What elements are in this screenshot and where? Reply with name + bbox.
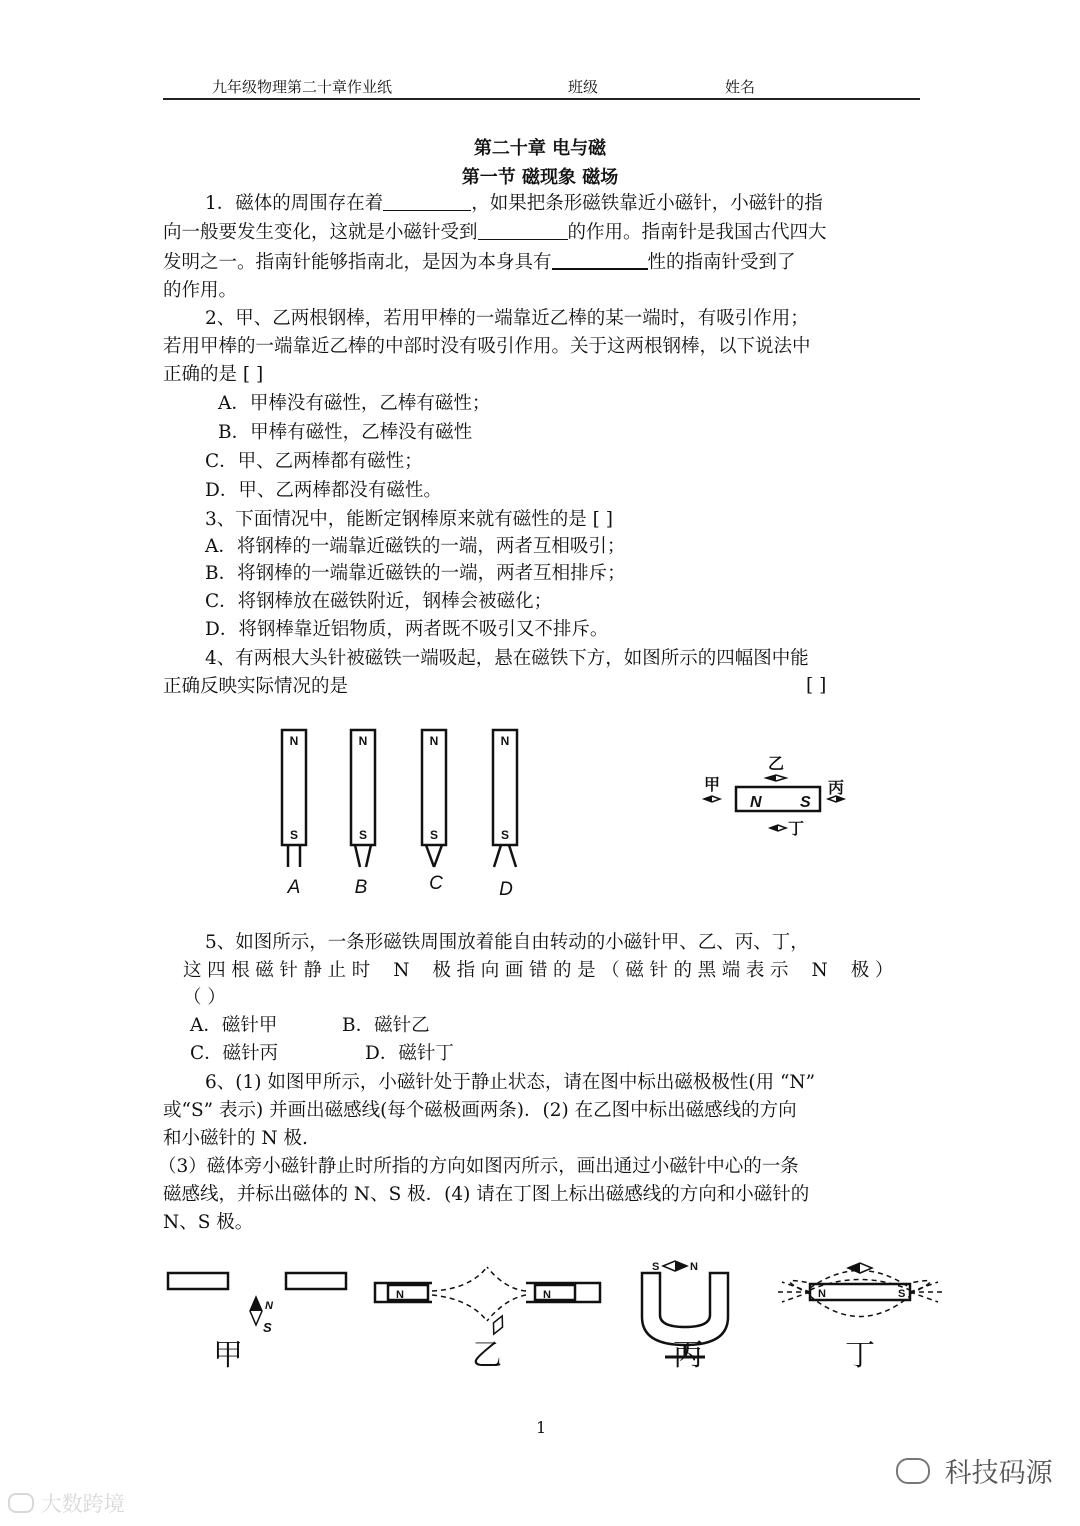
q6-line2: 或“S” 表示) 并画出磁感线(每个磁极画两条)．(2) 在乙图中标出磁感线的方向 xyxy=(163,1100,797,1121)
q5-option-a: A．磁针甲 xyxy=(190,1015,278,1036)
fig4-label-c: C xyxy=(429,873,443,894)
q6-line3: 和小磁针的 N 极. xyxy=(163,1128,308,1149)
fig4-label-a: A xyxy=(287,877,301,898)
section-title: 第一节 磁现象 磁场 xyxy=(461,167,619,188)
header-doc-title: 九年级物理第二十章作业纸 xyxy=(212,78,393,96)
q1-blank-3[interactable] xyxy=(552,250,648,270)
fig6-yi-needle xyxy=(489,1314,507,1336)
q3-option-a: A．将钢棒的一端靠近磁铁的一端，两者互相吸引； xyxy=(205,536,626,557)
fig6-jia-label: 甲 xyxy=(213,1339,243,1372)
fig4-pin xyxy=(434,845,442,867)
fig4-pole-n: N xyxy=(289,734,299,748)
chapter-title: 第二十章 电与磁 xyxy=(473,138,607,159)
fig6-jia-magnet-left xyxy=(168,1273,228,1289)
fig4-pin xyxy=(355,845,360,867)
fig4-pole-n: N xyxy=(500,734,510,748)
fig5-label-bing: 丙 xyxy=(828,780,845,797)
fig4-label-b: B xyxy=(354,877,368,898)
fig5-label-yi: 乙 xyxy=(768,756,785,773)
q2-option-c: C．甲、乙两棒都有磁性； xyxy=(205,451,423,472)
q1-text: 发明之一。指南针能够指南北，是因为本身具有 xyxy=(163,252,552,273)
fig6-bing-needle-n: N xyxy=(690,1261,698,1273)
q1-text: ，如果把条形磁铁靠近小磁针，小磁针的指 xyxy=(471,193,823,214)
q5-line2: 这四根磁针静止时 N 极指向画错的是（磁针的黑端表示 N 极） xyxy=(183,960,899,981)
fig6-yi-magnet-n: N xyxy=(396,1289,404,1301)
fig6-jia-needle-n: N xyxy=(265,1300,273,1312)
q2-line1: 2、甲、乙两根钢棒，若用甲棒的一端靠近乙棒的某一端时，有吸引作用； xyxy=(205,308,809,329)
q2-option-a: A．甲棒没有磁性，乙棒有磁性； xyxy=(218,393,491,414)
fig4-pole-s: S xyxy=(358,828,368,842)
page-number: 1 xyxy=(536,1418,547,1437)
watermark-left xyxy=(8,1488,125,1518)
fig6-ding-magnet-s: S xyxy=(898,1288,906,1300)
fig4-pin xyxy=(426,845,434,867)
q1-line3 xyxy=(163,250,796,275)
q1-blank-2[interactable] xyxy=(478,221,568,240)
q1-text: 1．磁体的周围存在着 xyxy=(205,193,384,214)
fig6-ding-label: 丁 xyxy=(845,1339,875,1372)
q2-line3: 正确的是 [ ] xyxy=(163,364,264,385)
q1-text: 的作用。指南针是我国古代四大 xyxy=(567,222,827,243)
q4-line1: 4、有两根大头针被磁铁一端吸起，悬在磁铁下方，如图所示的四幅图中能 xyxy=(205,648,809,669)
q4-line2: 正确反映实际情况的是 xyxy=(163,676,349,697)
q2-line2: 若用甲棒的一端靠近乙棒的中部时没有吸引作用。关于这两根钢棒，以下说法中 xyxy=(163,336,811,357)
fig6-yi-field-line xyxy=(432,1295,487,1321)
header-class-label: 班级 xyxy=(568,78,599,96)
fig4-pin xyxy=(494,845,501,867)
q3-option-c: C．将钢棒放在磁铁附近，钢棒会被磁化； xyxy=(205,591,553,612)
fig6-diagrams xyxy=(160,1255,1030,1375)
q1-text: 向一般要发生变化，这就是小磁针受到 xyxy=(163,222,478,243)
q1-text: 性的指南针受到了 xyxy=(647,252,796,273)
watermark-left-logo-icon xyxy=(8,1493,34,1513)
fig6-yi-magnet-n-right: N xyxy=(543,1289,551,1301)
fig5-needle-yi xyxy=(766,775,786,781)
fig4-pins-diagram xyxy=(260,725,540,905)
q6-line5: 磁感线，并标出磁体的 N、S 极．(4) 请在丁图上标出磁感线的方向和小磁针的 xyxy=(163,1184,810,1205)
q3-option-b: B．将钢棒的一端靠近磁铁的一端，两者互相排斥； xyxy=(205,563,626,584)
fig5-needle-ding xyxy=(770,825,786,831)
q2-option-b: B．甲棒有磁性，乙棒没有磁性 xyxy=(218,422,473,443)
q5-line3: （ ） xyxy=(183,987,226,1008)
fig4-pole-n: N xyxy=(429,734,439,748)
q5-option-d: D．磁针丁 xyxy=(365,1043,454,1064)
q4-answer-bracket: [ ] xyxy=(806,675,827,696)
header-rule xyxy=(163,98,920,100)
watermark-left-text: 大数跨境 xyxy=(40,1492,125,1516)
fig4-pole-s: S xyxy=(500,828,510,842)
watermark-right-text: 科技码源 xyxy=(944,1458,1053,1489)
fig6-yi-pole-right xyxy=(535,1285,575,1300)
q1-line2 xyxy=(163,221,827,245)
fig5-magnet-n: N xyxy=(750,794,762,811)
fig6-jia-needle-s: S xyxy=(263,1320,272,1335)
fig6-yi-pole-left xyxy=(388,1285,428,1300)
q5-line1: 5、如图所示，一条形磁铁周围放着能自由转动的小磁针甲、乙、丙、丁， xyxy=(205,932,809,953)
q5-option-b: B．磁针乙 xyxy=(342,1015,430,1036)
fig5-label-ding: 丁 xyxy=(788,821,805,838)
fig6-bing-needle-s: S xyxy=(652,1261,660,1273)
q3-stem: 3、下面情况中，能断定钢棒原来就有磁性的是 [ ] xyxy=(205,509,613,530)
q2-option-d: D．甲、乙两棒都没有磁性。 xyxy=(205,480,442,501)
fig4-pole-n: N xyxy=(358,734,368,748)
wechat-logo-icon xyxy=(896,1458,930,1484)
q1-line4: 的作用。 xyxy=(163,280,238,301)
fig6-yi-field-line xyxy=(487,1295,526,1321)
q3-option-d: D．将钢棒靠近铝物质，两者既不吸引又不排斥。 xyxy=(205,619,609,640)
fig6-bing-label: 丙 xyxy=(673,1339,703,1372)
fig4-label-d: D xyxy=(499,879,513,900)
q6-line6: N、S 极。 xyxy=(163,1212,254,1233)
header-name-label: 姓名 xyxy=(725,78,756,96)
fig4-pin xyxy=(509,845,516,867)
fig6-ding-magnet-n: N xyxy=(818,1288,826,1300)
fig4-pin xyxy=(366,845,371,867)
fig4-pole-s: S xyxy=(429,828,439,842)
fig5-needle-jia xyxy=(704,796,720,802)
watermark-right xyxy=(896,1451,1053,1490)
q1-blank-1[interactable] xyxy=(383,192,471,211)
fig4-pole-s: S xyxy=(289,828,299,842)
fig5-magnet-s: S xyxy=(800,794,811,811)
fig6-yi-label: 乙 xyxy=(472,1339,502,1372)
fig6-jia-needle xyxy=(250,1297,262,1325)
q6-line4: （3）磁体旁小磁针静止时所指的方向如图丙所示，画出通过小磁针中心的一条 xyxy=(158,1156,799,1177)
fig6-yi-field-line xyxy=(432,1267,487,1291)
fig6-bing-u-magnet xyxy=(642,1273,728,1345)
fig6-jia-magnet-right xyxy=(286,1273,346,1289)
fig6-yi-field-line xyxy=(487,1267,526,1291)
q1-line1 xyxy=(205,192,823,216)
fig5-needles-diagram xyxy=(700,745,860,840)
q6-line1: 6、(1) 如图甲所示，小磁针处于静止状态，请在图中标出磁极极性(用 “N” xyxy=(205,1072,816,1093)
fig6-bing-needle xyxy=(663,1261,687,1271)
fig5-label-jia: 甲 xyxy=(704,777,721,794)
q5-option-c: C．磁针丙 xyxy=(190,1043,279,1064)
